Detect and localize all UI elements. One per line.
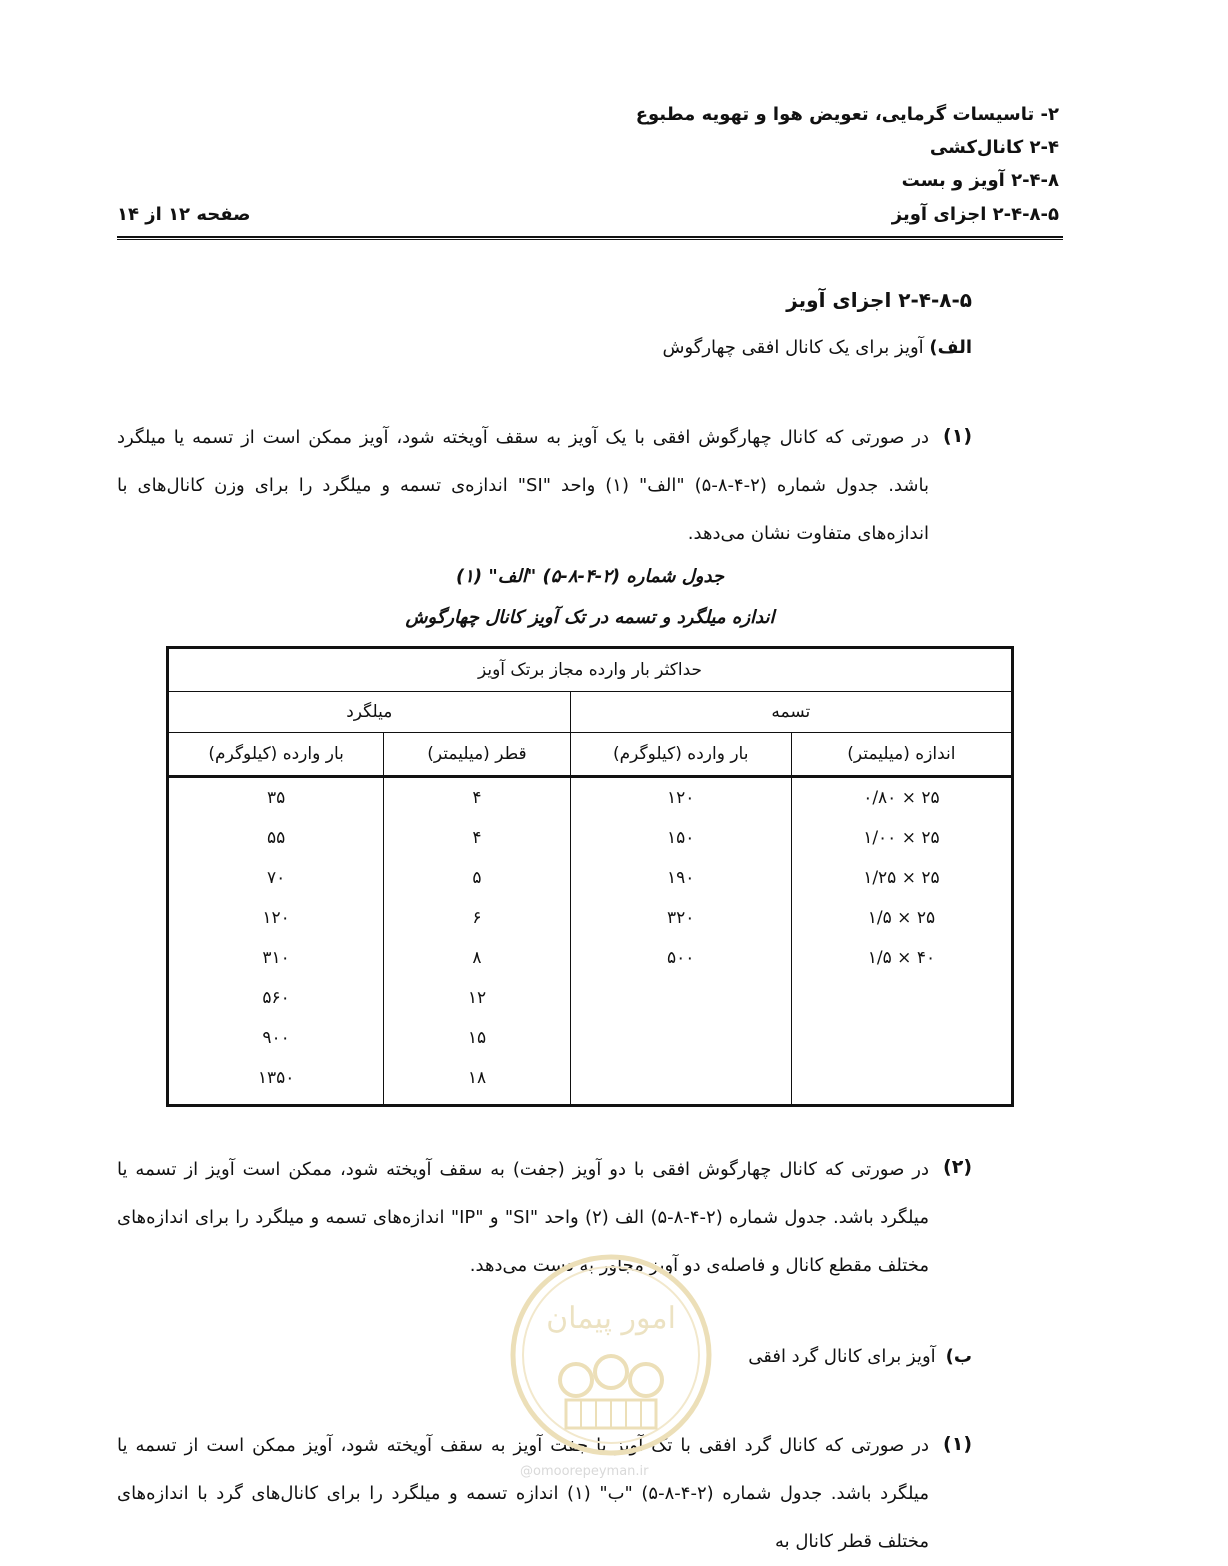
paragraph-number: (۱)	[943, 425, 972, 447]
subsection-b-letter: ب)	[945, 1346, 972, 1367]
table-cell: ۵	[384, 858, 570, 898]
section-title: ۲-۴-۸-۵ اجزای آویز	[786, 288, 972, 312]
table-cell: ۵۶۰	[168, 978, 384, 1018]
table-col-strap-load: بار وارده (کیلوگرم)	[570, 733, 791, 777]
table-row	[168, 1058, 1013, 1106]
table-col-strap-size: اندازه (میلیمتر)	[791, 733, 1012, 777]
table-cell: ۱۵۰	[570, 818, 791, 858]
table-cell	[570, 1058, 791, 1106]
table-row	[168, 858, 1013, 898]
table-cell: ۳۵	[168, 777, 384, 819]
paragraph: در صورتی که کانال چهارگوش افقی با یک آویز به سقف آویخته شود، آویز ممکن است از تسمه یا میلگرد باشد. جدول شماره (۲-۴-۸-۵) "الف" (۱) واحد "SI" اندازه‌ی تسمه و میلگرد را برای وزن کانال‌های با اندازه‌های متفاوت نشان می‌دهد.	[117, 427, 929, 544]
running-header	[117, 104, 1063, 242]
table-cell: ۱۲	[384, 978, 570, 1018]
table-cell: ۳۱۰	[168, 938, 384, 978]
header-subsection: ۲-۴-۸ آویز و بست	[901, 170, 1059, 191]
table-top-header: حداکثر بار وارده مجاز برتک آویز	[168, 648, 1013, 692]
header-rule	[117, 236, 1063, 240]
watermark-logo-text: امور پیمان	[546, 1301, 676, 1336]
table-cell	[791, 1058, 1012, 1106]
table-cell: ۲۵ × ۱/۲۵	[791, 858, 1012, 898]
table-cell: ۱۸	[384, 1058, 570, 1106]
paragraph: در صورتی که کانال گرد افقی با تک آویز یا جفت آویز به سقف آویخته شود، آویز ممکن است از تسمه یا میلگرد باشد. جدول شماره (۲-۴-۸-۵) "ب" (۱) اندازه تسمه و میلگرد را برای کانال‌های گرد با اندازه‌های مختلف قطر کانال به	[117, 1435, 929, 1552]
table-cell: ۱۵	[384, 1018, 570, 1058]
table-caption-title: اندازه میلگرد و تسمه در تک آویز کانال چهارگوش	[405, 607, 775, 628]
table-row	[168, 898, 1013, 938]
table-col-rod-diameter: قطر (میلیمتر)	[384, 733, 570, 777]
table-group-strap: تسمه	[570, 692, 1012, 733]
table-cell: ۴	[384, 818, 570, 858]
header-chapter: ۲- تاسیسات گرمایی، تعویض هوا و تهویه مطبوع	[635, 104, 1059, 125]
table-cell	[791, 1018, 1012, 1058]
watermark-logo-icon	[506, 1250, 716, 1460]
table-cell: ۴	[384, 777, 570, 819]
table-cell: ۶	[384, 898, 570, 938]
table-row	[168, 978, 1013, 1018]
table-group-rod: میلگرد	[168, 692, 571, 733]
subsection-a	[662, 337, 972, 358]
table-cell: ۲۵ × ۱/۵	[791, 898, 1012, 938]
table-cell: ۱۲۰	[168, 898, 384, 938]
subsection-a-letter: الف)	[929, 337, 972, 358]
table-cell: ۸	[384, 938, 570, 978]
paragraph: در صورتی که کانال چهارگوش افقی با دو آویز (جفت) به سقف آویخته شود، ممکن است آویز از تسمه یا میلگرد باشد. جدول شماره (۲-۴-۸-۵) الف (۲) واحد "SI" و "IP" اندازه‌های تسمه و میلگرد را برای اندازه‌های مختلف مقطع کانال و فاصله‌ی دو آویز مجاور به دست می‌دهد.	[117, 1159, 930, 1276]
table-row	[168, 777, 1013, 819]
hanger-size-table	[166, 646, 1014, 1107]
table-row	[168, 1018, 1013, 1058]
paragraph-number: (۲)	[943, 1156, 972, 1178]
table-cell: ۹۰۰	[168, 1018, 384, 1058]
table-cell: ۵۰۰	[570, 938, 791, 978]
table-cell	[570, 1018, 791, 1058]
table-cell: ۲۵ × ۰/۸۰	[791, 777, 1012, 819]
table-cell: ۴۰ × ۱/۵	[791, 938, 1012, 978]
table-cell	[570, 978, 791, 1018]
paragraph-number: (۱)	[943, 1433, 972, 1455]
table-cell: ۷۰	[168, 858, 384, 898]
table-cell	[791, 978, 1012, 1018]
page-number: صفحه ۱۲ از ۱۴	[117, 204, 251, 225]
table-cell: ۱۳۵۰	[168, 1058, 384, 1106]
table-cell: ۱۹۰	[570, 858, 791, 898]
table-cell: ۱۲۰	[570, 777, 791, 819]
subsection-b	[748, 1346, 972, 1367]
subsection-a-text: آویز برای یک کانال افقی چهارگوش	[662, 337, 924, 358]
table-cell: ۳۲۰	[570, 898, 791, 938]
table-row	[168, 938, 1013, 978]
subsection-b-text: آویز برای کانال گرد افقی	[748, 1346, 936, 1367]
table-col-rod-load: بار وارده (کیلوگرم)	[168, 733, 384, 777]
table-cell: ۵۵	[168, 818, 384, 858]
watermark-url: @omoorepeyman.ir	[520, 1464, 649, 1479]
header-section: ۲-۴ کانال‌کشی	[929, 137, 1059, 158]
header-topic: ۲-۴-۸-۵ اجزای آویز	[891, 204, 1059, 225]
table-caption-number: جدول شماره (۲-۴-۸-۵) "الف" (۱)	[455, 566, 725, 587]
table-row	[168, 818, 1013, 858]
table-cell: ۲۵ × ۱/۰۰	[791, 818, 1012, 858]
